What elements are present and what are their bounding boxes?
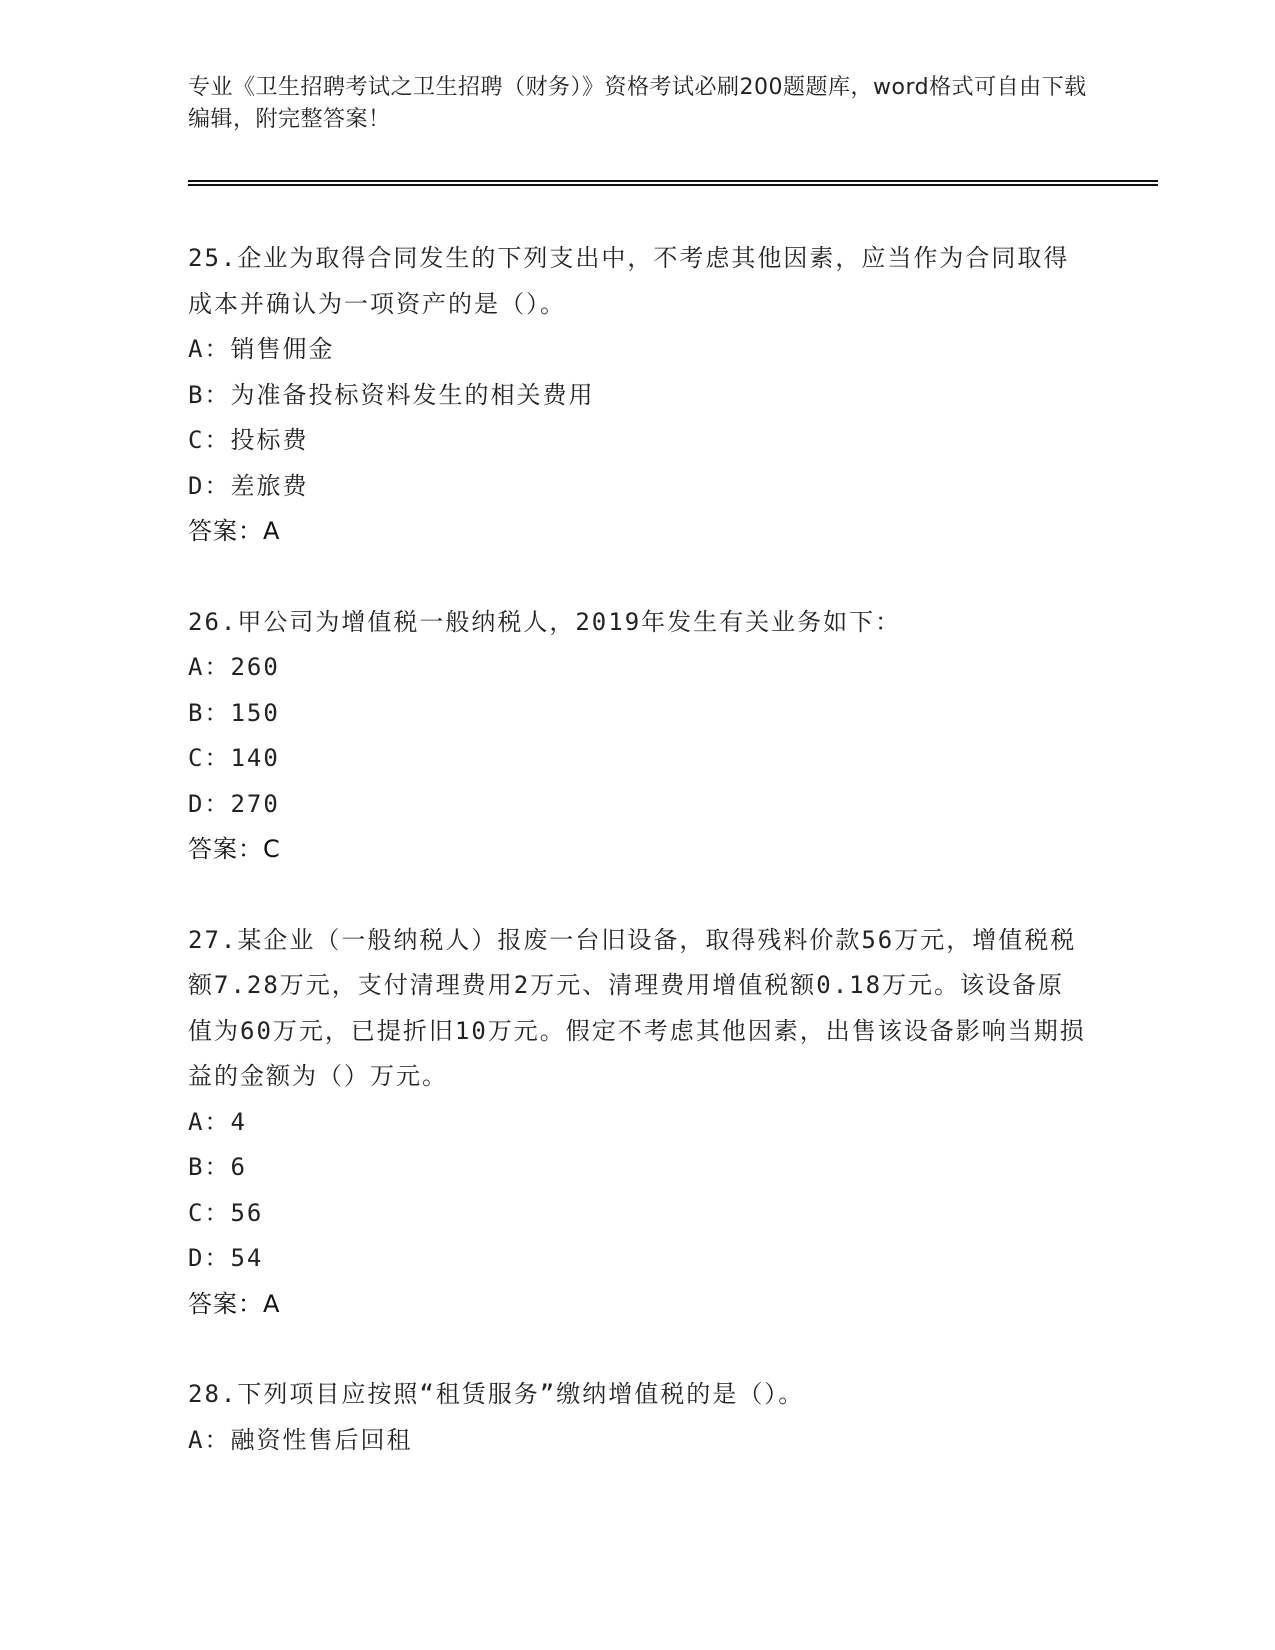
option-b: B：6 — [188, 1153, 247, 1181]
option-a: A：融资性售后回租 — [188, 1425, 413, 1454]
option-c: C：56 — [188, 1198, 264, 1227]
option-c: C：投标费 — [188, 426, 309, 454]
question-28 — [188, 1372, 1088, 1463]
question-26 — [188, 600, 1088, 873]
question-text: 28.下列项目应按照“租赁服务”缴纳增值税的是（）。 — [188, 1380, 805, 1408]
option-d: D：270 — [188, 789, 280, 818]
question-text: 26.甲公司为增值税一般纳税人，2019年发生有关业务如下： — [188, 607, 902, 636]
question-text: 25.企业为取得合同发生的下列支出中，不考虑其他因素，应当作为合同取得成本并确认为一项资产的是（）。 — [188, 244, 1070, 318]
answer-line: 答案：A — [188, 517, 281, 545]
question-text: 27.某企业（一般纳税人）报废一台旧设备，取得残料价款56万元，增值税税额7.28万元，支付清理费用2万元、清理费用增值税额0.18万元。该设备原值为60万元，已提折旧10万元。假定不考虑其他因素，出售该设备影响当期损益的金额为（）万元。 — [188, 925, 1086, 1090]
document-header: 专业《卫生招聘考试之卫生招聘（财务）》资格考试必刷200题题库，word格式可自由下载编辑，附完整答案！ — [188, 75, 1087, 132]
option-d: D：差旅费 — [188, 471, 309, 500]
option-a: A：4 — [188, 1107, 247, 1136]
question-25 — [188, 236, 1088, 555]
header-divider — [188, 180, 1158, 186]
option-c: C：140 — [188, 744, 280, 772]
answer-line: 答案：A — [188, 1289, 281, 1318]
option-a: A：销售佣金 — [188, 335, 335, 363]
question-list — [188, 236, 1088, 1463]
option-b: B：为准备投标资料发生的相关费用 — [188, 380, 595, 409]
document-page — [188, 0, 1158, 1650]
option-b: B：150 — [188, 698, 280, 727]
question-27 — [188, 918, 1088, 1328]
option-a: A：260 — [188, 653, 280, 681]
option-d: D：54 — [188, 1244, 264, 1272]
answer-line: 答案：C — [188, 835, 281, 863]
